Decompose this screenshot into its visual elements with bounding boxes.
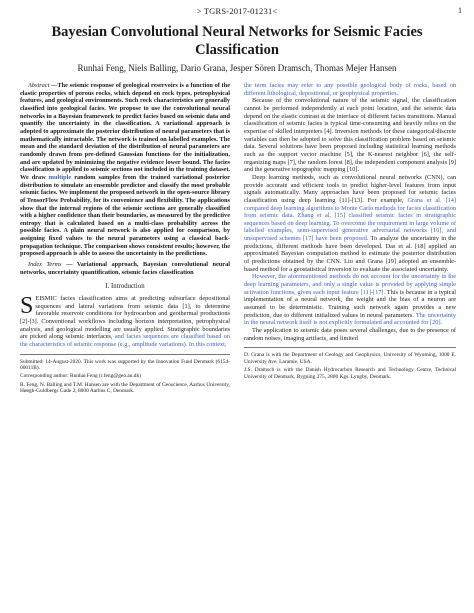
intro-text-1b: and facies sequences are classified based on the characteristics of seismic response (e.g., amplitude variations). In this context,: [20, 333, 230, 348]
section-heading-introduction: I. Introduction: [105, 283, 145, 291]
footnotes-left: [20, 354, 230, 395]
abstract: [20, 82, 230, 258]
intro-continuation: the term facies may refer to any possible geological body of rocks, based on different lithological, depositional, or geophysical properties.: [244, 82, 456, 97]
document-id: > TGRS-2017-01231<: [196, 6, 278, 16]
footnote-grana: D. Grana is with the Department of Geology and Geophysics, University of Wyoming, 1000 E. University Ave, Laramie, USA.: [244, 352, 456, 365]
intro-paragraph-5: The application to seismic data poses several challenges, due to the presence of random noises, imaging artifacts, and limited: [244, 327, 456, 342]
intro-paragraph-3: [244, 174, 456, 274]
author-list: Runhai Feng, Niels Balling, Dario Grana, Jesper Sören Dramsch, Thomas Mejer Hansen: [77, 63, 397, 73]
index-terms-text: Variational approach, Bayesian convolutional neural networks, uncertainty quantification, seismic facies classification: [20, 261, 230, 276]
intro-text-4c: The uncertainty in the neural network itself is not explicitly formulated and accounted for [20].: [244, 311, 456, 327]
page-number: 1: [458, 6, 462, 15]
intro-text-3b: Grana et al. [14] compared deep learning algorithms to Monte Carlo methods for facies classification from seismic data. Zhang et al. [15] classified seismic facies in stratigraphic sequences based on deep learning. To overcome the requirement in large volume of labelled examples, semi-supervised generative adversarial networks [16], and unsupervised schemes [17] have been proposed.: [244, 196, 456, 243]
left-column: [20, 82, 230, 397]
abstract-dash: —: [49, 82, 58, 89]
footnote-corresponding-author: Corresponding author: Runhai Feng (r.feng@geo.au.dk): [20, 373, 141, 380]
abstract-text-2: random samples from the trained variational posterior distribution to simulate an ensemble predictor and classify the most probable seismic facies. We implement the proposed network in the open-source library of TensorFlow Probability, for its convenience and flexibility. The applications show that the internal regions of the seismic sections are generally classified with a higher confidence than their boundaries, as measured by the predictive entropy that is calculated based on a multi-class probability across the possible facies. A plain neural network is also applied for comparison, by assigning fixed values to the neural parameters using a classical back-propagation technique. The comparison shows consistent results; however, the proposed approach is able to assess the uncertainty in the predictions.: [20, 173, 230, 258]
intro-text-1a: EISMIC facies classification aims at predicting subsurface depositional sequences and lateral variations from seismic data [1], to determine favorable reservoir conditions for hydrocarbon and geothermal productions [2]-[3]. Conventional workflows including horizon interpretation, petrophysical analysis, and geological modelling are usually applied. Stratigraphic boundaries are picked along seismic interfaces,: [20, 295, 230, 341]
drop-cap: S: [20, 293, 34, 320]
intro-text-4b: This is because in a typical implementation of a neural network, the weight and the bias of a neuron are assumed to be deterministic. Training such network again provides a new prediction, due to different initialized values in neural parameters.: [244, 288, 456, 319]
abstract-highlight: multiple: [48, 173, 72, 181]
paper-title: Bayesian Convolutional Neural Networks for Seismic Facies Classification: [51, 24, 423, 58]
abstract-text-1: The seismic response of geological reservoirs is a function of the elastic properties of porous rocks, which depend on rock types, petrophysical features, and geological environments. Such rock characteristics are generally classified into geological facies. We propose to use the convolutional neural networks in a Bayesian framework to predict facies based on seismic data and quantify the uncertainty in the classification. A variational approach is adopted to approximate the posterior distribution of neural parameters that is mathematically intractable. The network is trained on labelled examples. The mean and the standard deviation of the distribution of neural parameters are randomly drawn from pre-defined Gaussian functions for the initialization, and are updated by minimizing the negative evidence lower bound. The facies classification is applied to seismic sections not included in the training dataset. We draw: [20, 82, 231, 181]
abstract-label: Abstract: [28, 82, 50, 89]
footnote-dramsch: J.S. Dramsch is with the Danish Hydrocarbon Research and Technology Centre, Technical University of Denmark, Bygning 375, 2800 Kgs. Lyngby, Denmark.: [244, 367, 456, 380]
footnote-affiliation: R. Feng, N. Balling and T.M. Hansen are with the Department of Geoscience, Aarhus University, Høegh-Guldbergs Gade 2, 8000 Aarhus C, Denmark.: [20, 381, 230, 395]
intro-paragraph-4: [244, 273, 456, 327]
intro-text-3c: To analyze the uncertainty in the predictions, different methods have been developed. Das et al. [18] applied an approximated Bayesian computation method to estimate the posterior distribution of predictions obtained by the CNN. Liu and Grana [19] adopted an ensemble-based method for a geostatistical inversion to evaluate the associated uncertainty.: [244, 235, 456, 273]
intro-paragraph-1: [20, 295, 230, 349]
index-terms: [20, 261, 230, 276]
intro-paragraph-2: Because of the convolutional nature of the seismic signal, the classification cannot be performed independently at each point location, and the seismic data depend on the elastic contrast at the interface of different facies transitions. Manual classification of seismic facies is typical time-consuming and heavily relies on the expertise of skilled interpreters [4]. Inversion methods for these categorical/discrete variables can then be adopted to solve this classification problem based on seismic data. Several solutions have been proposed including statistical learning methods such as the support vector machine [5], the K-nearest neighbor [6], the self-organizing maps [7], the random forest [8], the independent component analysis [9] and the generative topographic mapping [10].: [244, 97, 456, 174]
footnote-submitted: Submitted: 14-August-2020. This work was supported by the Innovation Fund Denmark (6154-00011B).: [20, 358, 230, 372]
index-terms-dash: —: [61, 261, 77, 269]
intro-text-4a: However, the aforementioned methods do not account for the uncertainty in the deep learning parameters, and only a single value is provided by applying simple activation functions, given each input feature [11]-[17].: [244, 273, 456, 296]
index-terms-label: Index Terms: [28, 261, 62, 269]
right-column: [244, 82, 456, 382]
intro-text-3a: Deep learning methods, such as convolutional neural networks (CNN), can provide accurate and efficient tools to predict higher-level features from input signals automatically. Many approaches have been proposed for seismic facies classification using deep learning [11]-[13]. For example,: [244, 173, 456, 204]
footnotes-right: [244, 347, 456, 380]
